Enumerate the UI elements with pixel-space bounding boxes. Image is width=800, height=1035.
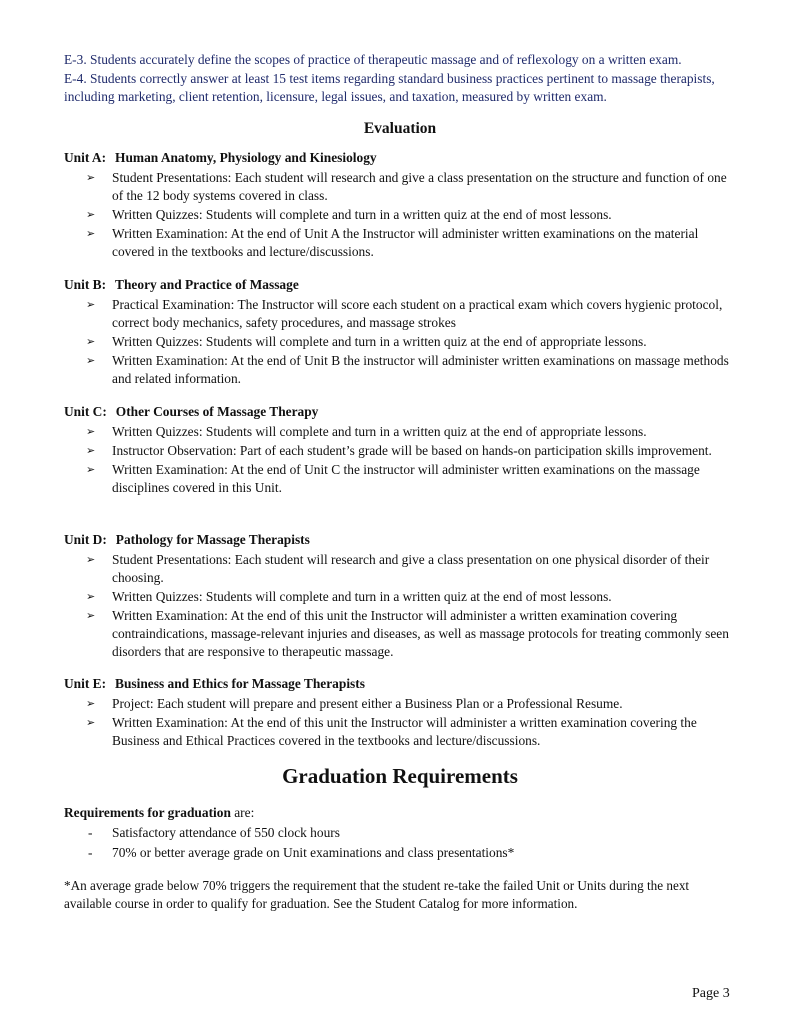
evaluation-list <box>64 296 736 388</box>
list-item <box>64 607 736 661</box>
arrow-bullet-icon: ➢ <box>86 209 96 221</box>
list-item <box>64 823 736 843</box>
dash-bullet-icon: - <box>88 845 93 860</box>
unit-b-section <box>64 276 736 389</box>
unit-name: Other Courses of Massage Therapy <box>115 404 319 419</box>
graduation-footnote: *An average grade below 70% triggers the requirement that the student re-take the failed Unit or Units during the next available course in order to qualify for graduation. See the Student Catalog for more information. <box>64 878 690 911</box>
list-item <box>64 296 736 332</box>
evaluation-list <box>64 423 736 497</box>
intro-bold: Requirements for graduation <box>64 805 231 820</box>
item-text: Written Quizzes: Students will complete and turn in a written quiz at the end of most lessons. <box>112 589 612 604</box>
unit-name: Pathology for Massage Therapists <box>115 532 310 547</box>
list-item <box>64 352 736 388</box>
unit-title <box>64 675 736 693</box>
item-text: 70% or better average grade on Unit examinations and class presentations* <box>112 845 515 860</box>
arrow-bullet-icon: ➢ <box>86 172 96 184</box>
graduation-requirements <box>64 803 736 863</box>
item-text: Practical Examination: The Instructor will score each student on a practical exam which covers hygienic protocol, correct body mechanics, safety procedures, and massage strokes <box>112 297 723 330</box>
unit-d-section <box>64 531 736 662</box>
intro-rest: are: <box>230 805 255 820</box>
list-item <box>64 588 736 606</box>
graduation-heading: Graduation Requirements <box>282 764 518 788</box>
evaluation-heading: Evaluation <box>363 120 437 137</box>
arrow-bullet-icon: ➢ <box>86 554 96 566</box>
unit-code: Unit D: <box>64 532 107 547</box>
dash-bullet-icon: - <box>88 825 93 840</box>
list-item <box>64 695 736 713</box>
unit-code: Unit A: <box>64 150 107 165</box>
evaluation-list <box>64 695 736 750</box>
list-item <box>64 461 736 497</box>
arrow-bullet-icon: ➢ <box>86 610 96 622</box>
item-text: Student Presentations: Each student will research and give a class presentation on one physical disorder of their choosing. <box>112 552 710 585</box>
item-text: Written Examination: At the end of this unit the Instructor will administer a written examination covering the Business and Ethical Practices covered in the textbooks and lecture/discussions. <box>112 715 697 748</box>
list-item <box>64 333 736 351</box>
item-text: Instructor Observation: Part of each student’s grade will be based on hands-on participation skills improvement. <box>112 443 712 458</box>
item-text: Written Examination: At the end of Unit A the Instructor will administer written examinations on the material covered in the textbooks and lecture/discussions. <box>112 226 699 259</box>
list-item <box>64 423 736 441</box>
unit-code: Unit B: <box>64 277 107 292</box>
arrow-bullet-icon: ➢ <box>86 698 96 710</box>
item-text: Student Presentations: Each student will research and give a class presentation on the structure and function of one of the 12 body systems covered in class. <box>112 170 727 203</box>
unit-a-section <box>64 149 736 262</box>
unit-title <box>64 149 736 167</box>
unit-title <box>64 531 736 549</box>
arrow-bullet-icon: ➢ <box>86 299 96 311</box>
learning-outcomes <box>64 51 736 107</box>
outcome-e4: E-4. Students correctly answer at least 15 test items regarding standard business practices pertinent to massage therapists, including marketing, client retention, licensure, legal issues, and taxation, measured by written exam. <box>64 71 715 104</box>
item-text: Written Examination: At the end of this unit the Instructor will administer a written examination covering contraindications, massage-relevant injuries and diseases, as well as massage protocols for treating commonly seen disorders that are responsive to therapeutic massage. <box>112 608 729 659</box>
arrow-bullet-icon: ➢ <box>86 336 96 348</box>
arrow-bullet-icon: ➢ <box>86 228 96 240</box>
arrow-bullet-icon: ➢ <box>86 445 96 457</box>
item-text: Written Quizzes: Students will complete and turn in a written quiz at the end of most lessons. <box>112 207 612 222</box>
item-text: Written Quizzes: Students will complete and turn in a written quiz at the end of appropriate lessons. <box>112 334 647 349</box>
list-item <box>64 442 736 460</box>
list-item <box>64 551 736 587</box>
item-text: Written Examination: At the end of Unit C the instructor will administer written examinations on the massage disciplines covered in this Unit. <box>112 462 700 495</box>
item-text: Written Examination: At the end of Unit B the instructor will administer written examinations on massage methods and related information. <box>112 353 729 386</box>
list-item <box>64 714 736 750</box>
page-number: Page 3 <box>692 986 730 1001</box>
item-text: Satisfactory attendance of 550 clock hours <box>112 825 340 840</box>
list-item <box>64 225 736 261</box>
evaluation-list <box>64 169 736 261</box>
arrow-bullet-icon: ➢ <box>86 591 96 603</box>
arrow-bullet-icon: ➢ <box>86 464 96 476</box>
unit-code: Unit E: <box>64 676 107 691</box>
unit-title <box>64 276 736 294</box>
arrow-bullet-icon: ➢ <box>86 355 96 367</box>
list-item <box>64 169 736 205</box>
unit-title <box>64 403 736 421</box>
list-item <box>64 843 736 863</box>
arrow-bullet-icon: ➢ <box>86 426 96 438</box>
requirements-intro <box>64 803 736 823</box>
unit-name: Business and Ethics for Massage Therapists <box>115 676 365 691</box>
list-item <box>64 206 736 224</box>
item-text: Project: Each student will prepare and present either a Business Plan or a Professional Resume. <box>112 696 623 711</box>
unit-name: Theory and Practice of Massage <box>115 277 299 292</box>
evaluation-list <box>64 551 736 661</box>
requirements-list <box>64 823 736 863</box>
arrow-bullet-icon: ➢ <box>86 717 96 729</box>
unit-code: Unit C: <box>64 404 107 419</box>
outcome-e3: E-3. Students accurately define the scopes of practice of therapeutic massage and of reflexology on a written exam. <box>64 52 682 67</box>
unit-e-section <box>64 675 736 751</box>
item-text: Written Quizzes: Students will complete and turn in a written quiz at the end of appropriate lessons. <box>112 424 647 439</box>
unit-name: Human Anatomy, Physiology and Kinesiology <box>115 150 377 165</box>
unit-c-section <box>64 403 736 498</box>
